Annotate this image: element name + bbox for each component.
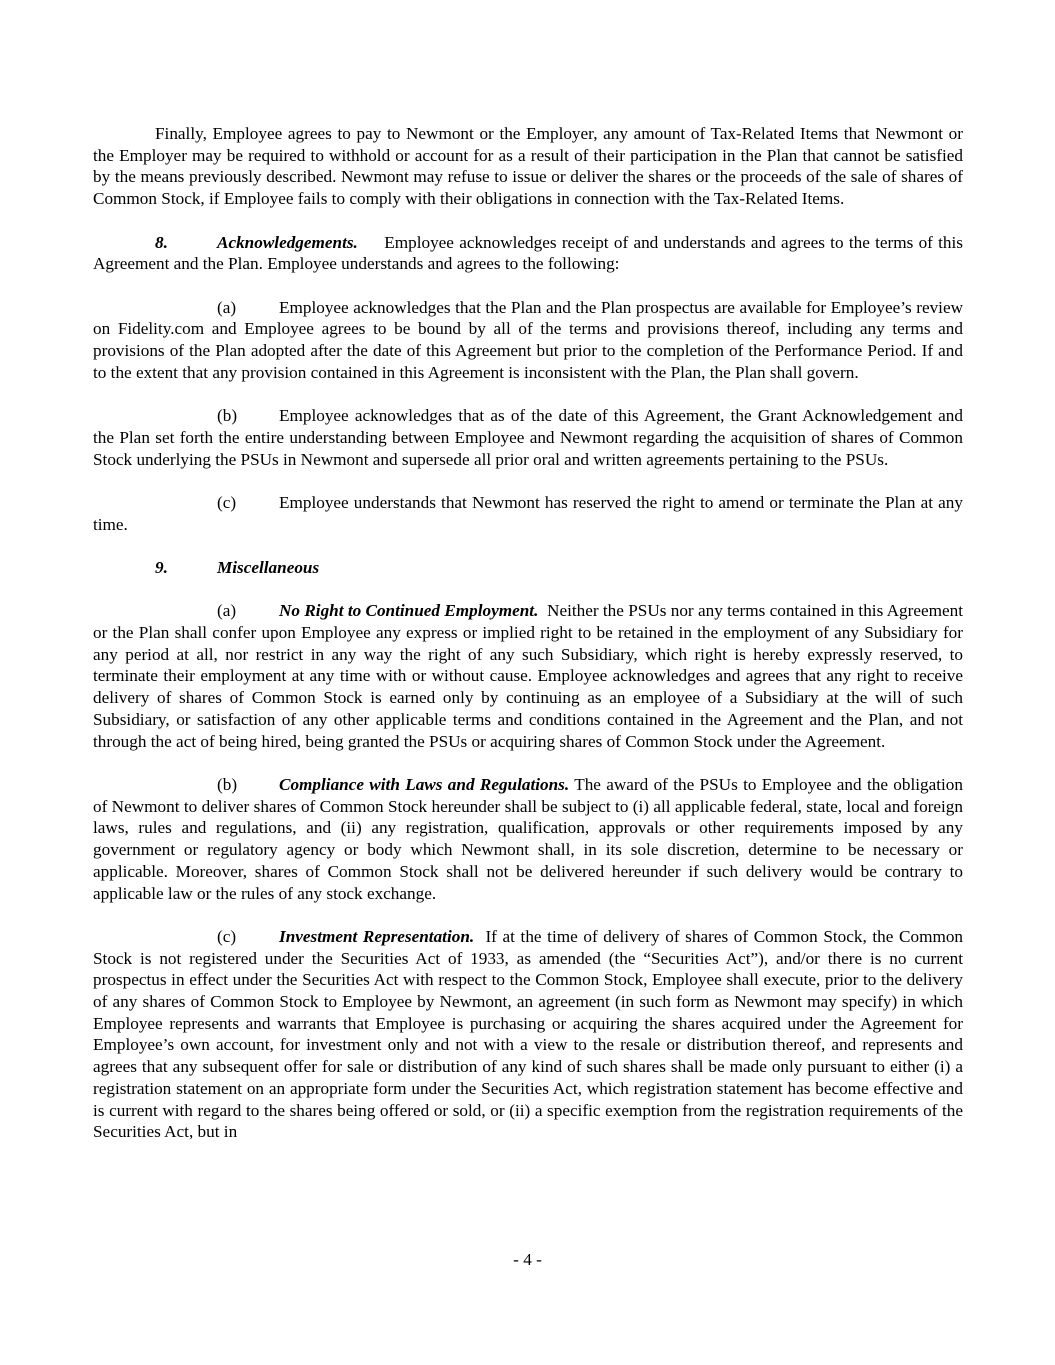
section-8-title: Acknowledgements. <box>217 232 358 252</box>
item-letter: (c) <box>217 492 237 512</box>
section-9-heading <box>93 557 963 579</box>
item-text: Employee acknowledges that as of the date of this Agreement, the Grant Acknowledgement and the Plan set forth the entire understanding between Employee and Newmont regarding the acquisition of shares of Common Stock underlying the PSUs in Newmont and supersede all prior oral and written agreements pertaining to the PSUs. <box>93 406 963 469</box>
item-letter: (b) <box>217 406 238 426</box>
item-text: Employee understands that Newmont has reserved the right to amend or terminate the Plan at any time. <box>93 492 963 534</box>
section-9-item-c <box>93 926 963 1143</box>
section-8-heading-paragraph <box>93 232 963 275</box>
section-8-number: 8. <box>155 232 168 252</box>
item-letter: (a) <box>217 297 237 317</box>
item-text: Neither the PSUs nor any terms contained in this Agreement or the Plan shall confer upon Employee any express or implied right to be retained in the employment of any Subsidiary for any period at all, nor restrict in any way the right of any such Subsidiary, which right is hereby expressly reserved, to terminate their employment at any time with or without cause. Employee acknowledges and agrees that any right to receive delivery of shares of Common Stock is earned only by continuing as an employee of a Subsidiary at the will of such Subsidiary, or satisfaction of any other applicable terms and conditions contained in the Agreement and the Plan, and not through the act of being hired, being granted the PSUs or acquiring shares of Common Stock under the Agreement. <box>93 601 963 751</box>
section-8-item-c <box>93 492 963 535</box>
section-9-item-a <box>93 600 963 752</box>
section-9-item-b <box>93 774 963 904</box>
item-caption: Compliance with Laws and Regulations. <box>279 774 570 794</box>
document-page <box>93 123 963 1165</box>
item-text: Employee acknowledges that the Plan and the Plan prospectus are available for Employee’s review on Fidelity.com and Employee agrees to be bound by all of the terms and provisions thereof, including any terms and provisions of the Plan adopted after the date of this Agreement but prior to the completion of the Performance Period. If and to the extent that any provision contained in this Agreement is inconsistent with the Plan, the Plan shall govern. <box>93 297 963 382</box>
item-letter: (b) <box>217 774 238 794</box>
section-9-title: Miscellaneous <box>217 557 320 577</box>
item-letter: (c) <box>217 926 237 946</box>
item-letter: (a) <box>217 601 237 621</box>
section-8-item-a <box>93 297 963 384</box>
paragraph-tax-items: Finally, Employee agrees to pay to Newmont or the Employer, any amount of Tax-Related Items that Newmont or the Employer may be required to withhold or account for as a result of their participation in the Plan that cannot be satisfied by the means previously described. Newmont may refuse to issue or deliver the shares or the proceeds of the sale of shares of Common Stock, if Employee fails to comply with their obligations in connection with the Tax-Related Items. <box>93 124 963 209</box>
section-8-text: Employee acknowledges receipt of and understands and agrees to the terms of this Agreement and the Plan. Employee understands and agrees to the following: <box>93 232 963 274</box>
item-caption: No Right to Continued Employment. <box>279 601 539 621</box>
item-text: If at the time of delivery of shares of Common Stock, the Common Stock is not registered under the Securities Act of 1933, as amended (the “Securities Act”), and/or there is no current prospectus in effect under the Securities Act with respect to the Common Stock, Employee shall execute, prior to the delivery of any shares of Common Stock to Employee by Newmont, an agreement (in such form as Newmont may specify) in which Employee represents and warrants that Employee is purchasing or acquiring the shares acquired under the Agreement for Employee’s own account, for investment only and not with a view to the resale or distribution thereof, and represents and agrees that any subsequent offer for sale or distribution of any kind of such shares shall be made only pursuant to either (i) a registration statement on an appropriate form under the Securities Act, which registration statement has become effective and is current with regard to the shares being offered or sold, or (ii) a specific exemption from the registration requirements of the Securities Act, but in <box>93 926 964 1142</box>
item-text: The award of the PSUs to Employee and the obligation of Newmont to deliver shares of Common Stock hereunder shall be subject to (i) all applicable federal, state, local and foreign laws, rules and regulations, and (ii) any registration, qualification, approvals or other requirements imposed by any government or regulatory agency or body which Newmont shall, in its sole discretion, determine to be necessary or applicable. Moreover, shares of Common Stock shall not be delivered hereunder if such delivery would be contrary to applicable law or the rules of any stock exchange. <box>93 774 963 903</box>
item-caption: Investment Representation. <box>279 926 475 946</box>
page-number: - 4 - <box>513 1250 542 1269</box>
section-9-number: 9. <box>155 557 168 577</box>
section-8-item-b <box>93 405 963 470</box>
